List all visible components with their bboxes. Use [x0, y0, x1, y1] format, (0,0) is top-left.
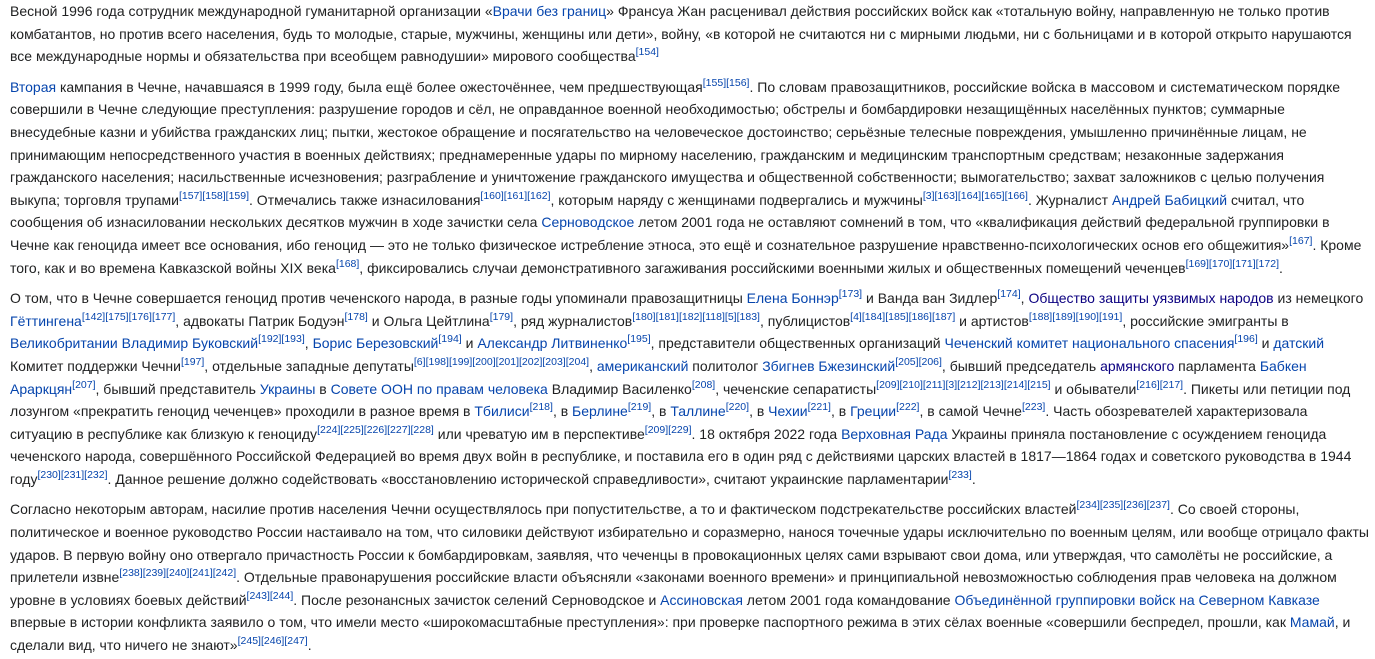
text-run: или чреватую им в перспективе [433, 425, 645, 442]
article-link[interactable]: Таллине [670, 403, 726, 420]
article-link[interactable]: Берлине [572, 403, 628, 420]
text-run: » Франсуа Жан расценивал действия российских войск как «тотальную войну, направленную не только против комбатантов, но против всего населения, будь то молодые, старые, мужчины, женщины или дети», войну, «в которой не считаются ни с мирными людьми, ни с больницами и в которой открыто нарушаются все международные нормы и обязательства при всеобщем равнодушии» мирового сообщества [10, 3, 1352, 65]
citation-ref [923, 190, 935, 202]
citation-link[interactable]: [174] [997, 288, 1021, 301]
citation-ref [726, 401, 749, 413]
citation-ref [1076, 311, 1099, 323]
article-link[interactable]: датский [1273, 335, 1325, 352]
citation-link[interactable]: [165] [981, 189, 1005, 202]
citation-link[interactable]: [191] [1098, 310, 1123, 323]
citation-link[interactable]: [118] [702, 310, 725, 323]
text-run: , представители общественных организаций [650, 335, 945, 352]
citation-ref [668, 424, 691, 436]
text-run: и обыватели [1050, 380, 1137, 397]
citation-link[interactable]: [224] [317, 423, 341, 436]
citation-link[interactable]: [203] [542, 356, 566, 369]
citation-ref [189, 567, 212, 579]
citation-ref [519, 356, 542, 368]
citation-ref [1136, 379, 1159, 391]
citation-link[interactable]: [209] [644, 423, 669, 436]
citation-link[interactable]: [229] [668, 423, 692, 436]
citation-ref [1004, 379, 1027, 391]
citation-ref [1022, 401, 1045, 413]
citation-ref [1232, 258, 1255, 270]
citation-link[interactable]: [5] [724, 310, 737, 323]
citation-ref [923, 379, 946, 391]
citation-ref [1100, 500, 1123, 512]
citation-link[interactable]: [206] [918, 356, 942, 369]
citation-link[interactable]: [159] [225, 189, 250, 202]
article-link[interactable]: Чеченский комитет национального спасения [944, 335, 1235, 352]
text-run: . Данное решение должно содействовать «восстановлению исторической справедливости», считают украинские парламентарии [107, 470, 949, 487]
citation-link[interactable]: [232] [84, 469, 108, 482]
citation-ref [1234, 334, 1257, 346]
article-link[interactable]: Александр Литвиненко [477, 335, 628, 352]
text-run: , [589, 357, 597, 374]
text-run: парламента [1174, 357, 1260, 374]
text-run: Владимир Василенко [547, 380, 692, 397]
article-link[interactable]: Владимир Буковский [121, 335, 259, 352]
text-run: О том, что в Чечне совершается геноцид против чеченского народа, в разные годы упоминали правозащитницы [10, 290, 747, 307]
article-link[interactable]: армянского [1100, 357, 1175, 374]
paragraph [10, 498, 1370, 656]
citation-link[interactable]: [233] [948, 469, 972, 482]
paragraph [10, 76, 1370, 279]
citation-ref [1052, 311, 1075, 323]
citation-link[interactable]: [207] [72, 378, 96, 391]
text-run: . Со своей стороны, политическое и военное руководство России настаивало на том, что силовики действуют избирательно и соразмерно, нанося точечные удары исключительно по военным целям, или вообще отрицало факты ударов. В первую войну оно отвергало причастность России к бомбардировкам, заявляя, что чеченцы в провокационных целях сами взрывают свои дома, или утверждая, что самолёты не российские, а прилетели извне [10, 501, 1369, 586]
text-run: . После резонансных зачисток селений Серноводское и [293, 591, 661, 608]
citation-link[interactable]: [163] [934, 189, 958, 202]
article-link[interactable]: Вторая [10, 78, 57, 95]
text-run: в [315, 380, 331, 397]
citation-ref [247, 590, 270, 602]
citation-link[interactable]: [246] [260, 635, 285, 648]
text-run: из немецкого [1273, 290, 1364, 307]
citation-link[interactable]: [169] [1185, 257, 1209, 270]
citation-ref [679, 311, 702, 323]
citation-ref [726, 77, 749, 89]
text-run: , публицистов [759, 312, 851, 329]
citation-ref [957, 379, 980, 391]
text-run: , и сделали вид, что ничего не знают» [10, 614, 1351, 654]
citation-link[interactable]: [197] [180, 356, 205, 369]
citation-link[interactable]: [242] [212, 567, 237, 580]
paragraph [10, 287, 1370, 490]
citation-link[interactable]: [200] [472, 356, 496, 369]
citation-ref [945, 379, 957, 391]
citation-link[interactable]: [171] [1232, 257, 1256, 270]
citation-link[interactable]: [157] [178, 189, 203, 202]
article-link[interactable]: Бабкен Араркцян [10, 357, 1307, 397]
citation-link[interactable]: [170] [1208, 257, 1233, 270]
citation-ref [885, 311, 908, 323]
citation-ref [703, 77, 726, 89]
citation-ref [504, 190, 527, 202]
text-run: , которым наряду с женщинами подвергались и мужчины [550, 191, 923, 208]
text-run: . [1279, 259, 1283, 276]
citation-ref [213, 567, 236, 579]
citation-link[interactable]: [214] [1003, 378, 1028, 391]
article-link[interactable]: Борис Березовский [312, 335, 439, 352]
citation-ref [1099, 311, 1122, 323]
citation-ref [438, 334, 461, 346]
citation-ref [981, 379, 1004, 391]
citation-link[interactable]: [231] [60, 469, 85, 482]
citation-ref [1123, 500, 1146, 512]
citation-link[interactable]: [187] [931, 310, 956, 323]
citation-ref [1077, 500, 1100, 512]
text-run: . 18 октября 2022 года [691, 425, 842, 442]
article-link[interactable]: Мамай [1289, 614, 1335, 631]
citation-link[interactable]: [234] [1076, 499, 1100, 512]
article-link[interactable]: Объединённой группировки войск на Северном Кавказе [954, 591, 1320, 608]
citation-link[interactable]: [193] [281, 333, 305, 346]
citation-link[interactable]: [210] [899, 378, 923, 391]
citation-ref [627, 334, 650, 346]
citation-link[interactable]: [198] [425, 356, 449, 369]
citation-link[interactable]: [160] [480, 189, 504, 202]
text-run: . По словам правозащитников, российские войска в массовом и систематическом порядке совершили в Чечне следующие преступления: разрушение городов и сёл, не оправданное военной необходимостью; обстрелы и бомбардировки незащищённых населённых пунктов; суммарные внесудебные казни и убийства гражданских лиц; пытки, жестокое обращение и посягательство на человеческое достоинство; серьёзные телесные повреждения, умышленно причинённые лицам, не принимающим непосредственного участия в военных действиях; преднамеренные удары по мирному населению, гражданским и медицинским транспортным средствам; незаконные задержания гражданского населения; насильственные исчезновения; разграбление и уничтожение гражданского имущества и общественной собственности; вымогательство; захват заложников с целью получения выкупа; торговля трупами [10, 78, 1341, 208]
citation-link[interactable]: [172] [1255, 257, 1279, 270]
citation-ref [480, 190, 503, 202]
citation-ref [566, 356, 589, 368]
citation-link[interactable]: [162] [527, 189, 551, 202]
text-run: , чеченские сепаратисты [715, 380, 877, 397]
text-run: , ряд журналистов [513, 312, 633, 329]
text-run: , отдельные западные депутаты [204, 357, 414, 374]
text-run: и Ольга Цейтлина [367, 312, 490, 329]
citation-link[interactable]: [225] [340, 423, 364, 436]
citation-ref [1209, 258, 1232, 270]
citation-ref [105, 311, 128, 323]
text-run: . [307, 637, 312, 654]
citation-ref [628, 401, 651, 413]
citation-link[interactable]: [213] [980, 378, 1004, 391]
text-run: , бывший представитель [95, 380, 260, 397]
citation-ref [345, 311, 368, 323]
citation-link[interactable]: [161] [503, 189, 528, 202]
citation-ref [202, 190, 225, 202]
citation-ref [737, 311, 760, 323]
citation-ref [909, 311, 932, 323]
text-run: , в [651, 403, 671, 420]
citation-ref [948, 469, 971, 481]
citation-ref [530, 401, 553, 413]
citation-ref [449, 356, 472, 368]
text-run: , в самой Чечне [919, 403, 1022, 420]
text-run: впервые в истории конфликта заявило о том, что имели место «широкомасштабные преступления»: при проверке паспортного режима в этих сёлах военные «совершили беспредел, прошли, как [10, 614, 1290, 631]
citation-link[interactable]: [212] [957, 378, 981, 391]
article-link[interactable]: Чехии [768, 403, 808, 420]
citation-link[interactable]: [155] [702, 77, 727, 90]
citation-link[interactable]: [208] [691, 378, 716, 391]
citation-link[interactable]: [240] [166, 567, 190, 580]
text-run: Украины приняла постановление с осуждением геноцида чеченского народа, совершённого Российской Федерацией во время двух войн в республике, и поставила его в один ряд с действиями царских властей в 1817—1864 годах и советского руководства в 1944 году [10, 425, 1352, 487]
citation-link[interactable]: [202] [519, 356, 543, 369]
citation-ref [181, 356, 204, 368]
citation-link[interactable]: [183] [736, 310, 760, 323]
article-link[interactable]: Андрей Бабицкий [1111, 191, 1228, 208]
text-run: , российские эмигранты в [1122, 312, 1289, 329]
citation-ref [542, 356, 565, 368]
citation-link[interactable]: [3] [922, 189, 935, 202]
citation-link[interactable]: [178] [344, 310, 368, 323]
citation-link[interactable]: [243] [246, 590, 270, 603]
text-run: . Журналист [1027, 191, 1112, 208]
text-run: . Часть обозревателей характеризовала ситуацию в республике как близкую к геноциду [10, 403, 1308, 442]
citation-ref [37, 469, 60, 481]
citation-ref [636, 46, 659, 58]
citation-link[interactable]: [173] [838, 288, 863, 301]
citation-ref [632, 311, 655, 323]
citation-link[interactable]: [205] [895, 356, 919, 369]
citation-link[interactable]: [190] [1075, 310, 1099, 323]
article-link[interactable]: Тбилиси [474, 403, 530, 420]
citation-ref [426, 356, 449, 368]
citation-ref [490, 311, 513, 323]
citation-link[interactable]: [179] [489, 310, 514, 323]
citation-ref [143, 567, 166, 579]
citation-ref [850, 311, 862, 323]
citation-link[interactable]: [230] [37, 469, 61, 482]
citation-link[interactable]: [236] [1123, 499, 1147, 512]
citation-ref [61, 469, 84, 481]
citation-ref [702, 311, 725, 323]
text-run: , бывший председатель [941, 357, 1101, 374]
citation-link[interactable]: [201] [495, 356, 520, 369]
citation-ref [862, 311, 885, 323]
citation-link[interactable]: [142] [81, 310, 106, 323]
text-run: , адвокаты Патрик Бодуэн [175, 312, 345, 329]
text-run: , [1020, 290, 1029, 307]
text-run: Согласно некоторым авторам, насилие против населения Чечни осуществлялось при попустительстве, а то и фактическом подстрекательстве российских властей [10, 501, 1077, 518]
citation-ref [839, 288, 862, 300]
article-link[interactable]: Украины [259, 380, 316, 397]
text-run: и Ванда ван Зидлер [862, 290, 998, 307]
citation-link[interactable]: [188] [1028, 310, 1053, 323]
citation-ref [129, 311, 152, 323]
citation-link[interactable]: [166] [1004, 189, 1028, 202]
text-run: Комитет поддержки Чечни [10, 357, 181, 374]
text-run: и [461, 335, 478, 352]
citation-link[interactable]: [215] [1027, 378, 1051, 391]
citation-link[interactable]: [164] [957, 189, 982, 202]
citation-ref [1256, 258, 1279, 270]
citation-link[interactable]: [199] [448, 356, 473, 369]
citation-link[interactable]: [184] [861, 310, 886, 323]
citation-ref [411, 424, 434, 436]
text-run: . Отдельные правонарушения российские власти объясняли «законами военного времени» и принципиальной невозможностью соблюдения прав человека на должном уровне в условиях боевых действий [10, 569, 1337, 608]
text-run: кампания в Чечне, начавшаяся в 1999 году, была ещё более ожесточённее, чем предшествующая [56, 78, 703, 95]
citation-link[interactable]: [156] [726, 77, 750, 90]
paragraph [10, 0, 1370, 68]
citation-link[interactable]: [175] [105, 310, 129, 323]
text-run: . Пикеты или петиции под лозунгом «прекратить геноцид чеченцев» проходили в разное время в [10, 380, 1351, 420]
citation-ref [387, 424, 410, 436]
citation-link[interactable]: [3] [945, 378, 958, 391]
article-link[interactable]: Верховная Рада [841, 425, 948, 442]
citation-ref [152, 311, 175, 323]
citation-link[interactable]: [176] [128, 310, 152, 323]
citation-ref [692, 379, 715, 391]
citation-ref [896, 401, 919, 413]
citation-link[interactable]: [219] [627, 401, 652, 414]
citation-link[interactable]: [154] [635, 46, 659, 59]
citation-ref [317, 424, 340, 436]
citation-ref [336, 258, 359, 270]
citation-ref [919, 356, 942, 368]
citation-link[interactable]: [209] [876, 378, 900, 391]
citation-ref [84, 469, 107, 481]
citation-link[interactable]: [235] [1099, 499, 1124, 512]
citation-link[interactable]: [196] [1234, 333, 1258, 346]
citation-link[interactable]: [216] [1136, 378, 1160, 391]
citation-ref [1005, 190, 1028, 202]
citation-ref [932, 311, 955, 323]
citation-ref [900, 379, 923, 391]
citation-link[interactable]: [182] [678, 310, 703, 323]
citation-ref [496, 356, 519, 368]
citation-link[interactable]: [195] [627, 333, 651, 346]
citation-link[interactable]: [192] [258, 333, 282, 346]
citation-ref [179, 190, 202, 202]
article-link[interactable]: Греции [850, 403, 897, 420]
citation-ref [981, 190, 1004, 202]
citation-link[interactable]: [168] [335, 257, 360, 270]
citation-ref [1027, 379, 1050, 391]
citation-link[interactable]: [180] [632, 310, 656, 323]
text-run: , в [749, 403, 769, 420]
article-link[interactable]: Серноводское [541, 214, 635, 231]
text-run: , [304, 335, 313, 352]
citation-ref [935, 190, 958, 202]
text-run: Весной 1996 года сотрудник международной гуманитарной организации « [10, 3, 493, 19]
article-link[interactable]: американский [596, 357, 689, 374]
article-link[interactable]: Врачи без границ [492, 3, 607, 19]
citation-ref [808, 401, 831, 413]
citation-link[interactable]: [220] [725, 401, 750, 414]
citation-link[interactable]: [218] [529, 401, 553, 414]
citation-link[interactable]: [189] [1052, 310, 1076, 323]
citation-link[interactable]: [186] [908, 310, 932, 323]
citation-ref [364, 424, 387, 436]
citation-link[interactable]: [238] [119, 567, 143, 580]
citation-ref [261, 635, 284, 647]
citation-ref [414, 356, 426, 368]
citation-ref [472, 356, 495, 368]
citation-link[interactable]: [194] [438, 333, 462, 346]
text-run: . Отмечались также изнасилования [249, 191, 481, 208]
article-link[interactable]: Общество защиты уязвимых народов [1028, 290, 1274, 307]
citation-link[interactable]: [241] [189, 567, 213, 580]
text-run: считал, что сообщения об изнасиловании нескольких десятков мужчин в ходе зачистки села [10, 191, 1305, 231]
text-run: политолог [688, 357, 763, 374]
citation-link[interactable]: [217] [1159, 378, 1184, 391]
text-run: , в [830, 403, 851, 420]
article-link[interactable]: Збигнев Бжезинский [762, 357, 896, 374]
citation-link[interactable]: [167] [1289, 235, 1313, 248]
citation-ref [1160, 379, 1183, 391]
article-link[interactable]: Елена Боннэр [746, 290, 839, 307]
citation-link[interactable]: [185] [885, 310, 909, 323]
text-run: . [971, 470, 976, 487]
citation-ref [958, 190, 981, 202]
citation-ref [340, 424, 363, 436]
citation-link[interactable]: [244] [269, 590, 294, 603]
citation-link[interactable]: [226] [363, 423, 388, 436]
citation-ref [527, 190, 550, 202]
citation-ref [281, 334, 304, 346]
citation-ref [119, 567, 142, 579]
article-link[interactable]: Великобритании [10, 335, 118, 352]
citation-ref [1289, 235, 1312, 247]
citation-link[interactable]: [222] [896, 401, 920, 414]
citation-link[interactable]: [237] [1146, 499, 1170, 512]
citation-link[interactable]: [221] [807, 401, 831, 414]
citation-link[interactable]: [247] [284, 635, 308, 648]
text-run: , в [552, 403, 573, 420]
citation-link[interactable]: [4] [850, 310, 862, 323]
citation-ref [284, 635, 307, 647]
text-run: летом 2001 года не оставляют сомнений в том, что «квалификация действий федеральной группировки в Чечне как геноцида имеет все основания, ибо геноцид — это не только физическое истребление этноса, это ещё и сознательное разрушение нравственно-психологических основ его общежития» [10, 214, 1330, 253]
text-run: , фиксировались случаи демонстративного загаживания российскими военными жилых и общественных помещений чеченцев [359, 259, 1186, 276]
citation-ref [270, 590, 293, 602]
citation-link[interactable]: [245] [237, 635, 261, 648]
citation-link[interactable]: [204] [565, 356, 590, 369]
text-run: . Кроме того, как и во времена Кавказской войны XIX века [10, 236, 1362, 276]
citation-link[interactable]: [228] [410, 423, 434, 436]
citation-ref [72, 379, 95, 391]
citation-ref [226, 190, 249, 202]
citation-ref [725, 311, 737, 323]
text-run: летом 2001 года командование [742, 591, 955, 608]
citation-ref [1186, 258, 1209, 270]
article-link[interactable]: Совете ООН по правам человека [330, 380, 548, 397]
citation-link[interactable]: [211] [922, 378, 946, 391]
citation-link[interactable]: [181] [655, 310, 679, 323]
article-link[interactable]: Ассиновская [660, 591, 743, 608]
citation-ref [1147, 500, 1170, 512]
citation-link[interactable]: [223] [1021, 401, 1046, 414]
citation-ref [258, 334, 281, 346]
text-run: и [1257, 335, 1274, 352]
citation-link[interactable]: [158] [202, 189, 226, 202]
citation-ref [895, 356, 918, 368]
citation-ref [656, 311, 679, 323]
citation-link[interactable]: [6] [413, 356, 426, 369]
citation-link[interactable]: [239] [142, 567, 167, 580]
citation-link[interactable]: [227] [387, 423, 411, 436]
citation-ref [166, 567, 189, 579]
citation-ref [876, 379, 899, 391]
article-link[interactable]: Гёттингена [10, 312, 82, 329]
citation-link[interactable]: [177] [151, 310, 176, 323]
citation-ref [645, 424, 668, 436]
citation-ref [997, 288, 1020, 300]
text-run: и артистов [955, 312, 1029, 329]
citation-ref [1029, 311, 1052, 323]
citation-ref [82, 311, 105, 323]
citation-ref [238, 635, 261, 647]
